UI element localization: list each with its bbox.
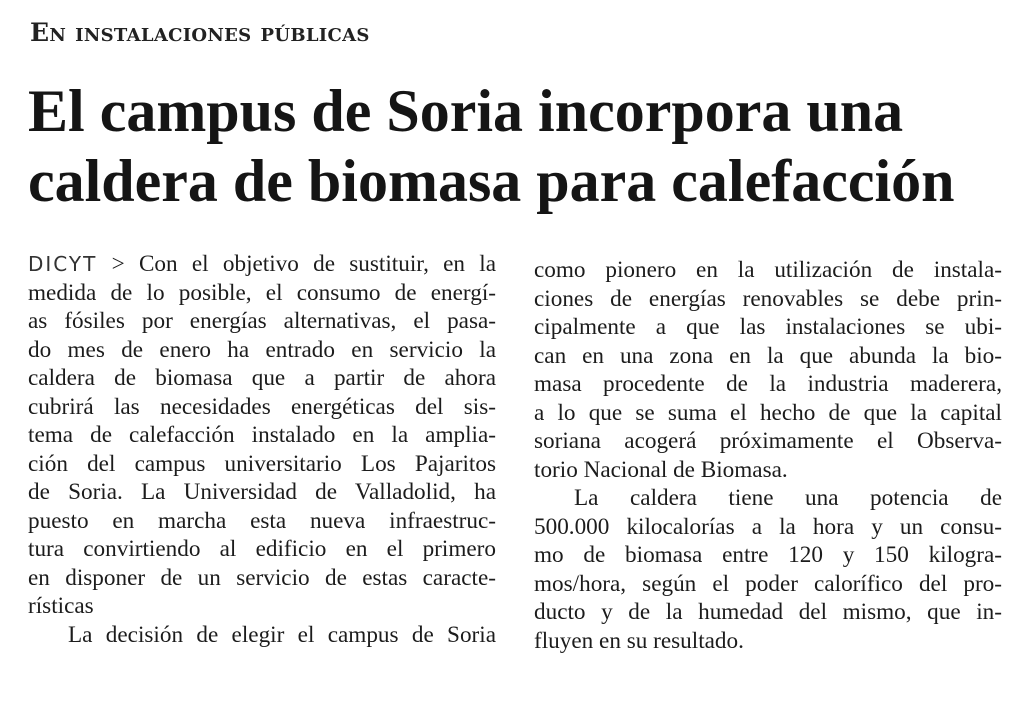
article-line: La caldera tiene una potencia de (574, 485, 1002, 511)
article-line: medida de lo posible, el consumo de energí- (28, 279, 496, 306)
article-line: masa procedente de la industria maderera, (534, 371, 1002, 397)
article-line: mos/hora, según el poder calorífico del pro- (534, 570, 1002, 597)
article-line: soriana acogerá próximamente el Observa- (534, 428, 1002, 454)
article-line: ducto y de la humedad del mismo, que in- (534, 599, 1002, 625)
article-line: puesto en marcha esta nueva infraestruc- (28, 507, 496, 534)
article-line: en disponer de un servicio de estas caracte- (28, 564, 496, 591)
article-line: torio Nacional de Biomasa. (534, 456, 788, 483)
section-label: En instalaciones públicas (30, 18, 370, 47)
article-line: do mes de enero ha entrado en servicio la (28, 336, 496, 363)
article-line: mo de biomasa entre 120 y 150 kilogra- (534, 542, 1002, 568)
article-column-left (28, 250, 496, 649)
headline-line-2: caldera de biomasa para calefacción (28, 148, 955, 214)
byline: DICYT (28, 252, 98, 276)
article-line: caldera de biomasa que a partir de ahora (28, 365, 496, 391)
line-text: Con el objetivo de sustituir, en la (138, 251, 497, 277)
article-line: ción del campus universitario Los Pajaritos (28, 450, 496, 477)
article-line: de Soria. La Universidad de Valladolid, ha (28, 479, 496, 505)
byline-separator: > (97, 251, 139, 277)
article-line: rísticas (28, 593, 94, 619)
headline-line-1: El campus de Soria incorpora una (28, 78, 904, 144)
article-line: a lo que se suma el hecho de que la capital (534, 399, 1002, 426)
article-line: can en una zona en la que abunda la bio- (534, 342, 1002, 369)
article-line: as fósiles por energías alternativas, el pasa- (28, 308, 496, 334)
article-line: fluyen en su resultado. (534, 627, 744, 654)
article-line: como pionero en la utilización de instala- (534, 257, 1002, 283)
article-line: tura convirtiendo al edificio en el primero (28, 536, 496, 562)
article-column-right (534, 256, 1002, 655)
article-line: cubrirá las necesidades energéticas del sis- (28, 393, 496, 420)
article-line: cipalmente a que las instalaciones se ubi- (534, 314, 1002, 340)
article-line: ciones de energías renovables se debe prin- (534, 285, 1002, 312)
headline (28, 76, 1008, 216)
article-line: La decisión de elegir el campus de Soria (68, 621, 496, 648)
article-line (28, 250, 496, 279)
article-line: 500.000 kilocalorías a la hora y un consu- (534, 513, 1002, 540)
article-line: tema de calefacción instalado en la amplia- (28, 422, 496, 448)
